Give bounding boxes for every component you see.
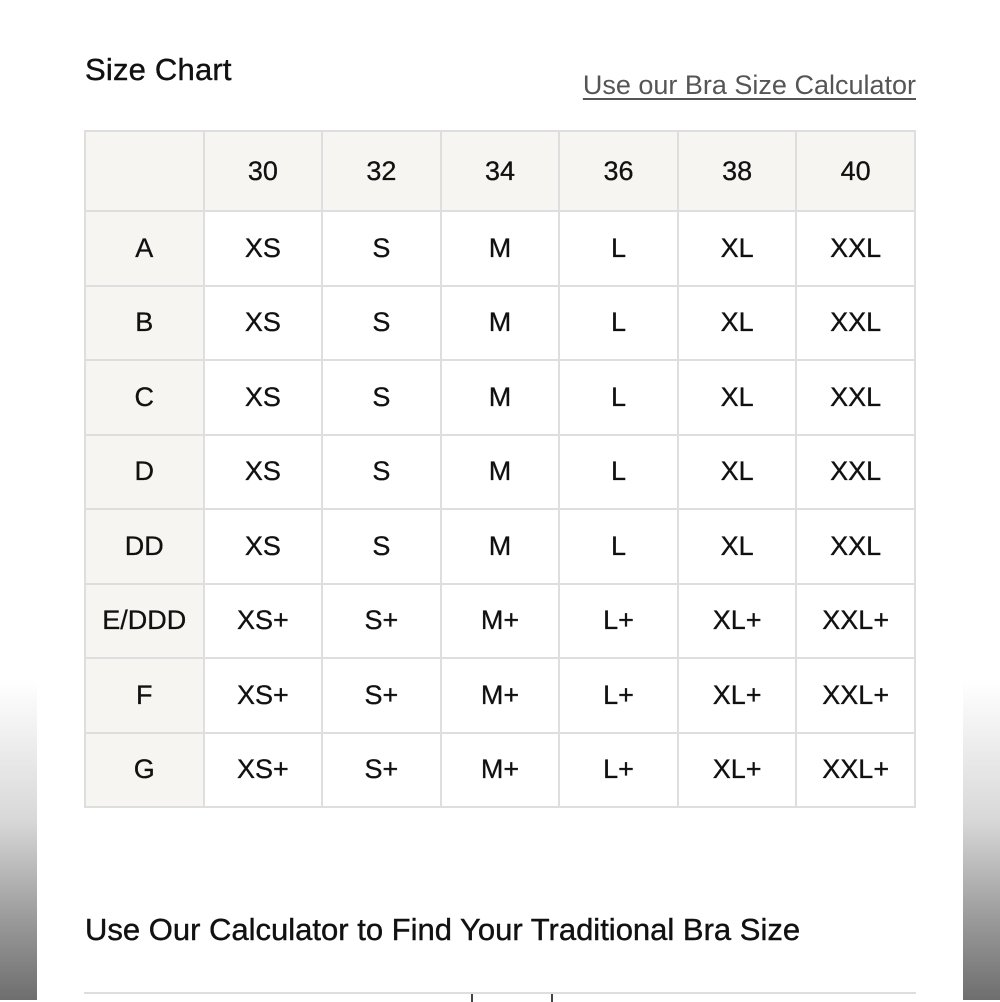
size-cell: XS	[204, 360, 323, 435]
size-cell: L	[559, 435, 678, 510]
size-cell: XXL+	[796, 658, 915, 733]
bra-size-calculator-link[interactable]: Use our Bra Size Calculator	[582, 70, 916, 100]
size-cell: XL	[678, 211, 797, 286]
size-cell: XXL	[796, 360, 915, 435]
size-chart-table	[84, 130, 916, 808]
size-cell: M	[441, 435, 560, 510]
size-cell: M+	[441, 658, 560, 733]
size-cell: XXL+	[796, 733, 915, 808]
size-cell: XL	[678, 435, 797, 510]
cup-size-label: A	[85, 211, 204, 286]
calculator-table-divider	[471, 994, 473, 1002]
size-cell: XL+	[678, 733, 797, 808]
table-corner-cell	[85, 131, 204, 211]
size-cell: L+	[559, 584, 678, 659]
cup-size-label: C	[85, 360, 204, 435]
cup-size-label: E/DDD	[85, 584, 204, 659]
size-cell: L	[559, 286, 678, 361]
calculator-table-top-edge	[84, 992, 916, 1000]
table-row	[85, 435, 915, 510]
size-cell: M	[441, 509, 560, 584]
size-cell: S+	[322, 584, 441, 659]
size-cell: L	[559, 509, 678, 584]
size-cell: XL	[678, 360, 797, 435]
table-row	[85, 584, 915, 659]
band-size-header: 32	[322, 131, 441, 211]
size-cell: XXL	[796, 435, 915, 510]
page-title: Size Chart	[85, 52, 232, 87]
size-cell: XXL+	[796, 584, 915, 659]
size-cell: M	[441, 286, 560, 361]
calculator-section-title: Use Our Calculator to Find Your Traditional Bra Size	[85, 912, 801, 947]
table-row	[85, 658, 915, 733]
table-header-row	[85, 131, 915, 211]
band-size-header: 36	[559, 131, 678, 211]
table-row	[85, 360, 915, 435]
size-cell: M	[441, 211, 560, 286]
cup-size-label: D	[85, 435, 204, 510]
size-cell: S	[322, 211, 441, 286]
size-cell: L	[559, 211, 678, 286]
size-cell: XL+	[678, 584, 797, 659]
cup-size-label: F	[85, 658, 204, 733]
size-cell: M+	[441, 584, 560, 659]
band-size-header: 30	[204, 131, 323, 211]
table-row	[85, 509, 915, 584]
table-row	[85, 286, 915, 361]
size-cell: XS	[204, 211, 323, 286]
band-size-header: 38	[678, 131, 797, 211]
size-chart-page	[37, 0, 963, 1000]
size-cell: XXL	[796, 509, 915, 584]
size-cell: M	[441, 360, 560, 435]
size-cell: S	[322, 360, 441, 435]
size-cell: XXL	[796, 211, 915, 286]
size-cell: S+	[322, 733, 441, 808]
size-cell: XXL	[796, 286, 915, 361]
cup-size-label: G	[85, 733, 204, 808]
size-cell: XS+	[204, 658, 323, 733]
size-cell: XL	[678, 509, 797, 584]
size-cell: S	[322, 435, 441, 510]
table-row	[85, 211, 915, 286]
size-cell: L+	[559, 733, 678, 808]
size-cell: L	[559, 360, 678, 435]
band-size-header: 34	[441, 131, 560, 211]
size-cell: L+	[559, 658, 678, 733]
size-cell: XL+	[678, 658, 797, 733]
size-cell: XL	[678, 286, 797, 361]
band-size-header: 40	[796, 131, 915, 211]
size-cell: S+	[322, 658, 441, 733]
calculator-table-divider	[551, 994, 553, 1002]
size-cell: XS	[204, 435, 323, 510]
size-cell: XS	[204, 509, 323, 584]
size-cell: XS	[204, 286, 323, 361]
size-cell: S	[322, 286, 441, 361]
size-cell: XS+	[204, 733, 323, 808]
size-cell: XS+	[204, 584, 323, 659]
cup-size-label: B	[85, 286, 204, 361]
cup-size-label: DD	[85, 509, 204, 584]
size-cell: S	[322, 509, 441, 584]
table-row	[85, 733, 915, 808]
size-cell: M+	[441, 733, 560, 808]
